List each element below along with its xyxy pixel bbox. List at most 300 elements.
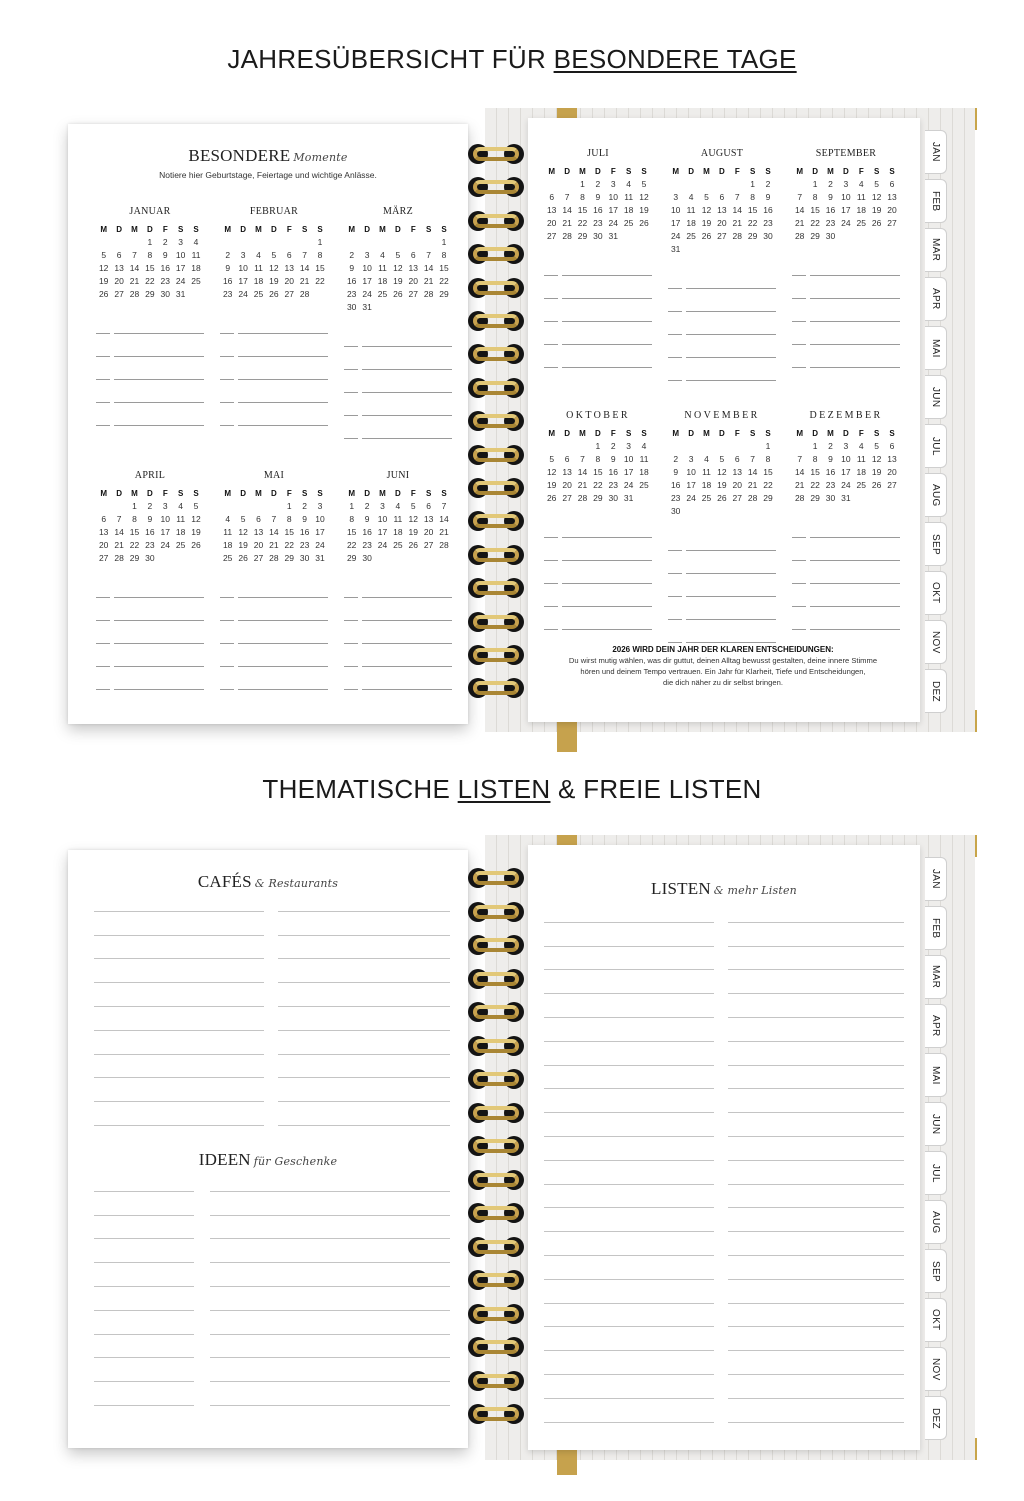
day-number: 22 xyxy=(747,218,758,228)
weekday-label: M xyxy=(379,489,386,498)
list-line xyxy=(278,1078,450,1102)
spread-jahresuebersicht xyxy=(0,108,1024,732)
spiral-ring xyxy=(466,511,526,531)
day-number: 15 xyxy=(346,527,357,537)
list-line xyxy=(94,912,264,936)
weekday-label: D xyxy=(364,489,370,498)
day-number: 3 xyxy=(843,179,849,189)
tab-label: FEB xyxy=(930,917,941,939)
weekday-label: D xyxy=(270,489,277,498)
day-number: 9 xyxy=(765,192,771,202)
note-line xyxy=(220,380,328,403)
tab-mar[interactable] xyxy=(925,955,947,999)
spiral-ring xyxy=(466,378,526,398)
tab-label: JUL xyxy=(930,436,941,456)
tab-label: OKT xyxy=(930,582,941,604)
empty-day xyxy=(251,500,266,513)
weekday-label: F xyxy=(162,225,168,234)
ring-wire xyxy=(473,414,519,428)
empty-day xyxy=(730,440,745,453)
day-number: 7 xyxy=(564,192,570,202)
weekday-label: M xyxy=(703,167,710,176)
day-number: 10 xyxy=(670,205,681,215)
day-number: 8 xyxy=(812,454,818,464)
month-name: JUNI xyxy=(386,470,410,481)
tab-jun[interactable] xyxy=(925,1102,947,1146)
day-number: 24 xyxy=(315,540,325,550)
tab-apr[interactable] xyxy=(925,1004,947,1048)
day-number: 18 xyxy=(623,205,634,215)
tab-label: NOV xyxy=(930,630,941,654)
day-number: 3 xyxy=(178,237,184,247)
tab-aug[interactable] xyxy=(925,473,947,517)
note-line xyxy=(96,357,204,380)
tab-label: FEB xyxy=(930,190,941,212)
day-number: 10 xyxy=(175,250,186,260)
day-number: 10 xyxy=(315,514,325,524)
day-number: 26 xyxy=(98,289,109,299)
weekday-label: F xyxy=(286,489,292,498)
day-number: 3 xyxy=(843,441,849,451)
empty-day xyxy=(544,178,559,191)
day-number: 4 xyxy=(256,250,261,260)
list-line xyxy=(94,1382,194,1406)
notes-lines xyxy=(668,528,776,643)
day-number: 28 xyxy=(439,540,449,550)
day-number: 19 xyxy=(393,276,403,286)
day-number: 28 xyxy=(794,493,805,503)
tab-sep[interactable] xyxy=(925,1249,947,1293)
day-number: 2 xyxy=(147,501,153,511)
notes-lines xyxy=(544,253,652,368)
notes-lines xyxy=(96,575,204,690)
list-line xyxy=(278,1031,450,1055)
day-number: 9 xyxy=(595,192,601,202)
tab-jul[interactable] xyxy=(925,424,947,468)
spiral-ring xyxy=(466,1170,526,1190)
day-number: 8 xyxy=(147,250,153,260)
weekday-label: M xyxy=(224,489,232,498)
day-number: 6 xyxy=(410,250,416,260)
weekday-label: S xyxy=(425,225,432,234)
note-line xyxy=(96,621,204,644)
month-block xyxy=(344,206,452,439)
ring-wire xyxy=(473,1407,519,1421)
ring-wire xyxy=(473,972,519,986)
ring-wire xyxy=(473,1206,519,1220)
weekday-label: S xyxy=(193,225,199,234)
day-number: 2 xyxy=(302,501,308,511)
tab-feb[interactable] xyxy=(925,906,947,950)
tab-apr[interactable] xyxy=(925,277,947,321)
notes-lines xyxy=(344,575,452,690)
motto-box xyxy=(540,644,906,688)
day-number: 7 xyxy=(132,250,137,260)
day-number: 23 xyxy=(670,493,681,503)
tab-label: SEP xyxy=(930,533,941,555)
day-number: 1 xyxy=(286,501,292,511)
day-number: 8 xyxy=(765,454,771,464)
list-line xyxy=(278,1055,450,1079)
day-number: 17 xyxy=(841,467,851,477)
day-number: 5 xyxy=(271,250,277,260)
day-number: 19 xyxy=(238,540,248,550)
spiral-ring xyxy=(466,1136,526,1156)
list-line xyxy=(728,970,904,994)
empty-day xyxy=(683,440,698,453)
day-number: 26 xyxy=(393,289,403,299)
day-number: 25 xyxy=(856,480,866,490)
day-number: 2 xyxy=(364,501,370,511)
empty-day xyxy=(668,440,683,453)
weekday-label: M xyxy=(379,225,386,234)
note-line xyxy=(792,299,900,322)
spiral-ring xyxy=(466,244,526,264)
tab-dez[interactable] xyxy=(925,669,947,713)
month-tabs xyxy=(925,130,947,724)
day-number: 7 xyxy=(734,192,740,202)
list-line xyxy=(94,1192,194,1216)
month-block xyxy=(220,206,328,426)
day-number: 13 xyxy=(284,263,294,273)
note-line xyxy=(792,607,900,630)
tab-okt[interactable] xyxy=(925,571,947,615)
heading-listen: THEMATISCHE LISTEN & FREIE LISTEN xyxy=(262,774,762,804)
note-line xyxy=(792,322,900,345)
note-line xyxy=(544,322,652,345)
day-number: 13 xyxy=(887,454,897,464)
tab-aug[interactable] xyxy=(925,1200,947,1244)
day-number: 21 xyxy=(794,218,805,228)
day-number: 31 xyxy=(670,244,681,254)
spiral-ring xyxy=(466,278,526,298)
day-number: 1 xyxy=(750,179,756,189)
weekday-label: D xyxy=(594,429,601,438)
day-number: 4 xyxy=(688,192,694,202)
day-number: 1 xyxy=(441,237,447,247)
list-line xyxy=(544,947,714,971)
day-number: 27 xyxy=(408,289,418,299)
list-line xyxy=(544,1089,714,1113)
day-number: 8 xyxy=(317,250,323,260)
ring-wire xyxy=(473,548,519,562)
tab-label: DEZ xyxy=(930,680,941,702)
day-number: 27 xyxy=(887,480,897,490)
month-block xyxy=(544,148,652,368)
empty-day xyxy=(699,178,714,191)
ring-wire xyxy=(473,681,519,695)
list-line xyxy=(544,1208,714,1232)
list-line xyxy=(94,983,264,1007)
day-number: 5 xyxy=(101,250,107,260)
day-number: 4 xyxy=(858,441,864,451)
tab-okt[interactable] xyxy=(925,1298,947,1342)
empty-day xyxy=(375,236,390,249)
day-number: 21 xyxy=(732,218,742,228)
notes-lines xyxy=(220,575,328,690)
ring-wire xyxy=(473,481,519,495)
day-number: 19 xyxy=(191,527,201,537)
weekday-label: D xyxy=(842,429,849,438)
day-number: 10 xyxy=(841,192,851,202)
tab-label: JUN xyxy=(930,386,941,408)
list-line xyxy=(94,1239,194,1263)
day-number: 1 xyxy=(812,441,818,451)
list-line xyxy=(544,1042,714,1066)
ring-wire xyxy=(473,1139,519,1153)
tab-nov[interactable] xyxy=(925,620,947,664)
day-number: 11 xyxy=(223,527,233,537)
day-number: 5 xyxy=(410,501,416,511)
month-tabs xyxy=(925,857,947,1452)
weekday-label: S xyxy=(749,429,756,438)
tab-jan[interactable] xyxy=(925,130,947,174)
list-line xyxy=(94,888,264,912)
note-line xyxy=(220,667,328,690)
day-number: 14 xyxy=(794,205,805,215)
day-number: 26 xyxy=(238,553,248,563)
ring-wire xyxy=(473,381,519,395)
note-line xyxy=(220,621,328,644)
day-number: 5 xyxy=(641,179,647,189)
empty-day xyxy=(344,236,359,249)
day-number: 25 xyxy=(639,480,649,490)
day-number: 8 xyxy=(595,454,601,464)
note-line xyxy=(792,538,900,561)
day-number: 29 xyxy=(346,553,357,563)
weekday-label: F xyxy=(610,167,616,176)
day-number: 12 xyxy=(701,205,712,215)
tab-label: OKT xyxy=(930,1309,941,1331)
spiral-ring xyxy=(466,1371,526,1391)
ring-wire xyxy=(473,448,519,462)
empty-day xyxy=(111,500,126,513)
day-number: 20 xyxy=(423,527,434,537)
weekday-label: M xyxy=(796,429,804,438)
tab-label: JUL xyxy=(930,1163,941,1183)
spiral-ring xyxy=(466,211,526,231)
day-number: 18 xyxy=(686,218,696,228)
day-number: 2 xyxy=(595,179,601,189)
notes-lines xyxy=(220,311,328,426)
day-number: 19 xyxy=(717,480,727,490)
spiral-ring xyxy=(466,1270,526,1290)
list-line xyxy=(94,959,264,983)
weekday-label: D xyxy=(812,429,818,438)
tab-label: APR xyxy=(930,1015,941,1037)
empty-day xyxy=(251,236,266,249)
tab-dez[interactable] xyxy=(925,1396,947,1440)
ring-wire xyxy=(473,1039,519,1053)
tab-nov[interactable] xyxy=(925,1347,947,1391)
day-number: 4 xyxy=(641,441,647,451)
note-line xyxy=(544,276,652,299)
ring-wire xyxy=(473,347,519,361)
list-line xyxy=(94,1311,194,1335)
list-column-left xyxy=(544,899,714,1423)
list-line xyxy=(728,1018,904,1042)
spread-listen xyxy=(0,835,1024,1460)
day-number: 31 xyxy=(175,289,186,299)
day-number: 17 xyxy=(175,263,186,273)
weekday-label: D xyxy=(564,429,570,438)
tab-jan[interactable] xyxy=(925,857,947,901)
day-number: 15 xyxy=(577,205,588,215)
day-number: 16 xyxy=(825,205,836,215)
day-number: 7 xyxy=(426,250,432,260)
day-number: 22 xyxy=(284,540,294,550)
empty-day xyxy=(235,500,250,513)
day-number: 12 xyxy=(546,467,557,477)
list-line xyxy=(210,1239,450,1263)
day-number: 16 xyxy=(346,276,357,286)
month-block xyxy=(792,148,900,368)
weekday-label: D xyxy=(688,429,694,438)
notes-lines xyxy=(96,311,204,426)
day-number: 13 xyxy=(253,527,264,537)
note-line xyxy=(96,334,204,357)
day-number: 8 xyxy=(286,514,292,524)
day-number: 6 xyxy=(286,250,292,260)
list-line xyxy=(728,1399,904,1423)
day-number: 20 xyxy=(887,467,897,477)
day-number: 8 xyxy=(132,514,137,524)
note-line xyxy=(668,574,776,597)
empty-day xyxy=(96,500,111,513)
calendar-grid xyxy=(344,223,452,314)
day-number: 30 xyxy=(346,302,357,312)
ring-wire xyxy=(473,615,519,629)
ideen-title-script: für Geschenke xyxy=(253,1155,338,1168)
day-number: 19 xyxy=(546,480,557,490)
list-line xyxy=(278,912,450,936)
day-number: 6 xyxy=(426,501,432,511)
motto-line: Du wirst mutig wählen, was dir guttut, deinen Alltag bewusst gestalten, deine innere Stimme xyxy=(568,656,878,665)
day-number: 30 xyxy=(825,231,836,241)
day-number: 11 xyxy=(686,205,696,215)
day-number: 21 xyxy=(562,218,572,228)
month-name: DEZEMBER xyxy=(809,410,883,421)
day-number: 28 xyxy=(794,231,805,241)
note-line xyxy=(792,561,900,584)
day-number: 24 xyxy=(175,276,186,286)
day-number: 4 xyxy=(626,179,632,189)
weekday-label: D xyxy=(718,167,725,176)
day-number: 23 xyxy=(825,480,836,490)
day-number: 11 xyxy=(702,467,711,477)
weekday-label: S xyxy=(177,225,184,234)
weekday-label: F xyxy=(858,429,864,438)
day-number: 30 xyxy=(825,493,836,503)
list-line xyxy=(544,1185,714,1209)
day-number: 31 xyxy=(362,302,372,312)
day-number: 17 xyxy=(841,205,851,215)
day-number: 19 xyxy=(701,218,712,228)
weekday-label: S xyxy=(641,167,647,176)
note-line xyxy=(668,528,776,551)
day-number: 4 xyxy=(704,454,709,464)
tab-jul[interactable] xyxy=(925,1151,947,1195)
ring-wire xyxy=(473,1173,519,1187)
weekday-label: S xyxy=(765,429,771,438)
empty-day xyxy=(683,178,698,191)
day-number: 30 xyxy=(362,553,372,563)
month-name: SEPTEMBER xyxy=(815,148,877,159)
list-line xyxy=(278,1007,450,1031)
calendar-grid xyxy=(668,427,776,518)
day-number: 4 xyxy=(193,237,199,247)
day-number: 26 xyxy=(408,540,418,550)
day-number: 28 xyxy=(562,231,572,241)
list-line xyxy=(210,1358,450,1382)
note-line xyxy=(544,561,652,584)
weekday-label: F xyxy=(410,489,416,498)
tab-jun[interactable] xyxy=(925,375,947,419)
day-number: 27 xyxy=(562,493,572,503)
day-number: 16 xyxy=(763,205,773,215)
month-name: JULI xyxy=(587,148,609,159)
list-line xyxy=(728,947,904,971)
day-number: 14 xyxy=(299,263,310,273)
tab-mai[interactable] xyxy=(925,326,947,370)
weekday-label: S xyxy=(193,489,199,498)
note-line xyxy=(220,311,328,334)
ring-wire xyxy=(473,1374,519,1388)
note-line xyxy=(344,347,452,370)
list-line xyxy=(728,1208,904,1232)
weekday-label: S xyxy=(873,167,880,176)
tab-sep[interactable] xyxy=(925,522,947,566)
empty-day xyxy=(220,236,235,249)
day-number: 6 xyxy=(734,454,740,464)
weekday-label: D xyxy=(812,167,818,176)
day-number: 23 xyxy=(362,540,372,550)
note-line xyxy=(344,416,452,439)
weekday-label: D xyxy=(270,225,277,234)
tab-mai[interactable] xyxy=(925,1053,947,1097)
note-line xyxy=(792,253,900,276)
note-line xyxy=(344,621,452,644)
day-number: 21 xyxy=(114,540,124,550)
day-number: 18 xyxy=(393,527,403,537)
empty-day xyxy=(544,440,559,453)
weekday-label: F xyxy=(858,167,864,176)
day-number: 4 xyxy=(225,514,231,524)
tab-feb[interactable] xyxy=(925,179,947,223)
month-name: NOVEMBER xyxy=(684,410,760,421)
ring-wire xyxy=(473,1005,519,1019)
day-number: 5 xyxy=(874,179,880,189)
weekday-label: M xyxy=(224,225,232,234)
spiral-binding xyxy=(460,835,532,1460)
weekday-label: S xyxy=(317,225,323,234)
tab-mar[interactable] xyxy=(925,228,947,272)
note-line xyxy=(344,370,452,393)
day-number: 25 xyxy=(377,289,388,299)
day-number: 11 xyxy=(856,192,866,202)
day-number: 19 xyxy=(871,467,882,477)
empty-day xyxy=(266,236,281,249)
list-line xyxy=(544,1161,714,1185)
day-number: 18 xyxy=(639,467,649,477)
day-number: 2 xyxy=(225,250,231,260)
day-number: 30 xyxy=(670,506,681,516)
tab-label: AUG xyxy=(930,1210,941,1234)
note-line xyxy=(96,575,204,598)
empty-day xyxy=(297,236,312,249)
note-line xyxy=(544,515,652,538)
empty-day xyxy=(235,236,250,249)
